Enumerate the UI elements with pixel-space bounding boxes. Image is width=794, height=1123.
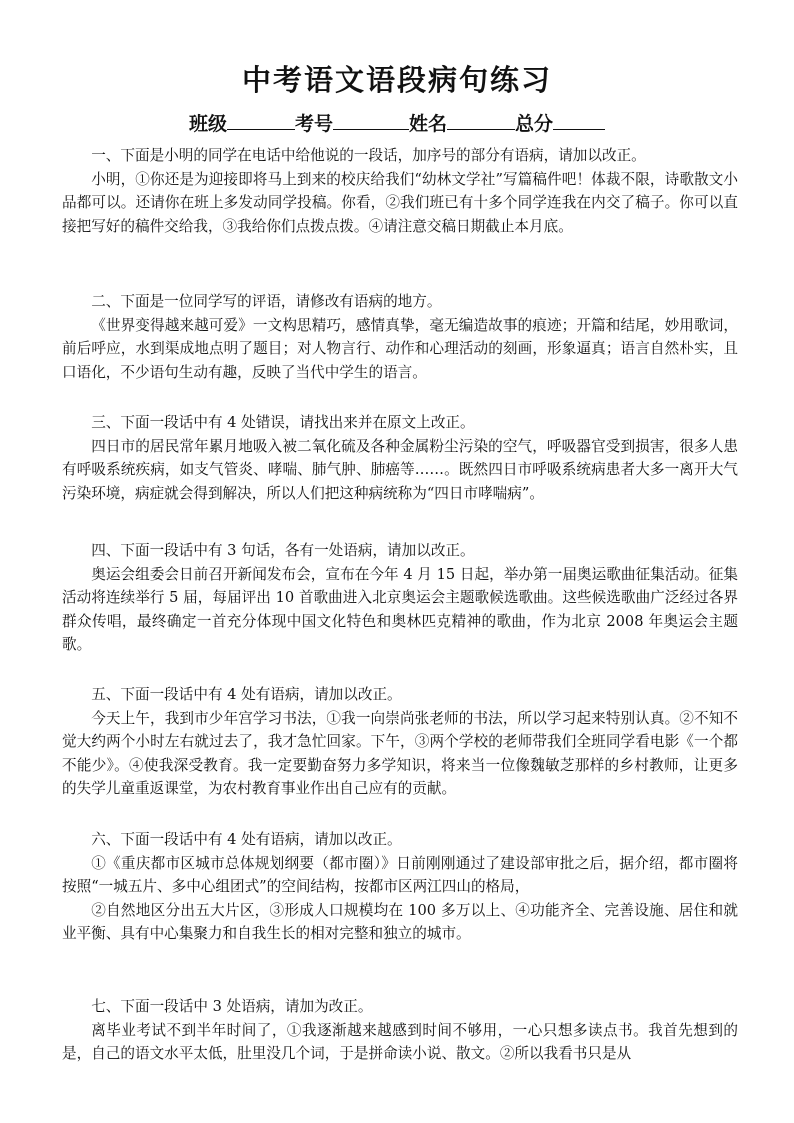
student-info-line: [0, 110, 794, 138]
question-passage: ②自然地区分出五大片区，③形成人口规模均在 100 多万以上、④功能齐全、完善设施、居住和就业平衡、具有中心集聚力和自我生长的相对完整和独立的城市。: [62, 901, 738, 942]
question-section-4: [62, 539, 738, 657]
question-prompt: 四、下面一段话中有 3 句话，各有一处语病，请加以改正。: [91, 542, 475, 559]
question-prompt: 七、下面一段话中 3 处语病，请加为改正。: [91, 998, 373, 1015]
question-prompt: 五、下面一段话中有 4 处有语病，请加以改正。: [91, 686, 402, 703]
question-section-5: [62, 683, 738, 801]
class-blank[interactable]: [227, 111, 295, 130]
name-label: 姓名: [409, 113, 448, 135]
exam-no-blank[interactable]: [333, 111, 409, 130]
score-label: 总分: [515, 113, 554, 135]
question-passage: 离毕业考试不到半年时间了，①我逐渐越来越感到时间不够用，一心只想多读点书。我首先想到的是，自己的语文水平太低，肚里没几个词，于是拼命读小说、散文。②所以我看书只是从: [62, 1021, 738, 1062]
question-passage: ①《重庆都市区城市总体规划纲要（都市圈）》日前刚刚通过了建设部审批之后，据介绍，都市圈将按照“一城五片、多中心组团式”的空间结构，按都市区两江四山的格局，: [62, 854, 738, 895]
question-section-7: [62, 995, 738, 1066]
score-blank[interactable]: [553, 111, 605, 130]
question-passage: 《世界变得越来越可爱》一文构思精巧，感情真挚，毫无编造故事的痕迹；开篇和结尾，妙用歌词，前后呼应，水到渠成地点明了题目；对人物言行、动作和心理活动的刻画，形象逼真；语言自然朴实，且口语化，不少语句生动有趣，反映了当代中学生的语言。: [62, 316, 738, 381]
question-prompt: 六、下面一段话中有 4 处有语病，请加以改正。: [91, 831, 402, 848]
question-section-6: [62, 828, 738, 946]
question-passage: 今天上午，我到市少年宫学习书法，①我一向崇尚张老师的书法，所以学习起来特别认真。②不知不觉大约两个小时左右就过去了，我才急忙回家。下午，③两个学校的老师带我们全班同学看电影《一个都不能少》。④使我深受教育。我一定要勤奋努力多学知识，将来当一位像魏敏芝那样的乡村教师，让更多的失学儿童重返课堂，为农村教育事业作出自己应有的贡献。: [62, 709, 738, 797]
page-title: 中考语文语段病句练习: [241, 63, 552, 97]
exam-no-label: 考号: [294, 113, 333, 135]
question-passage: 奥运会组委会日前召开新闻发布会，宣布在今年 4 月 15 日起，举办第一届奥运歌曲征集活动。征集活动将连续举行 5 届，每届评出 10 首歌曲进入北京奥运会主题歌候选歌曲。这些候选歌曲广泛经过各界群众传唱，最终确定一首充分体现中国文化特色和奥林匹克精神的歌曲，作为北京 2008 年奥运会主题歌。: [62, 565, 738, 653]
question-section-3: [62, 411, 738, 505]
name-blank[interactable]: [447, 111, 515, 130]
question-prompt: 一、下面是小明的同学在电话中给他说的一段话，加序号的部分有语病，请加以改正。: [91, 147, 646, 164]
question-passage: 四日市的居民常年累月地吸入被二氧化硫及各种金属粉尘污染的空气，呼吸器官受到损害，很多人患有呼吸系统疾病，如支气管炎、哮喘、肺气肿、肺癌等……。既然四日市呼吸系统病患者大多一离开大气污染环境，病症就会得到解决，所以人们把这种病统称为“四日市哮喘病”。: [62, 437, 738, 502]
class-label: 班级: [188, 113, 227, 135]
question-passage: 小明，①你还是为迎接即将马上到来的校庆给我们“幼林文学社”写篇稿件吧！体裁不限，诗歌散文小品都可以。还请你在班上多发动同学投稿。你看，②我们班已有十多个同学连我在内交了稿子。你可以直接把写好的稿件交给我，③我给你们点拨点拨。④请注意交稿日期截止本月底。: [62, 170, 738, 235]
question-section-1: [62, 144, 738, 238]
question-prompt: 二、下面是一位同学写的评语，请修改有语病的地方。: [91, 293, 442, 310]
question-section-2: [62, 290, 738, 384]
question-prompt: 三、下面一段话中有 4 处错误，请找出来并在原文上改正。: [91, 414, 475, 431]
